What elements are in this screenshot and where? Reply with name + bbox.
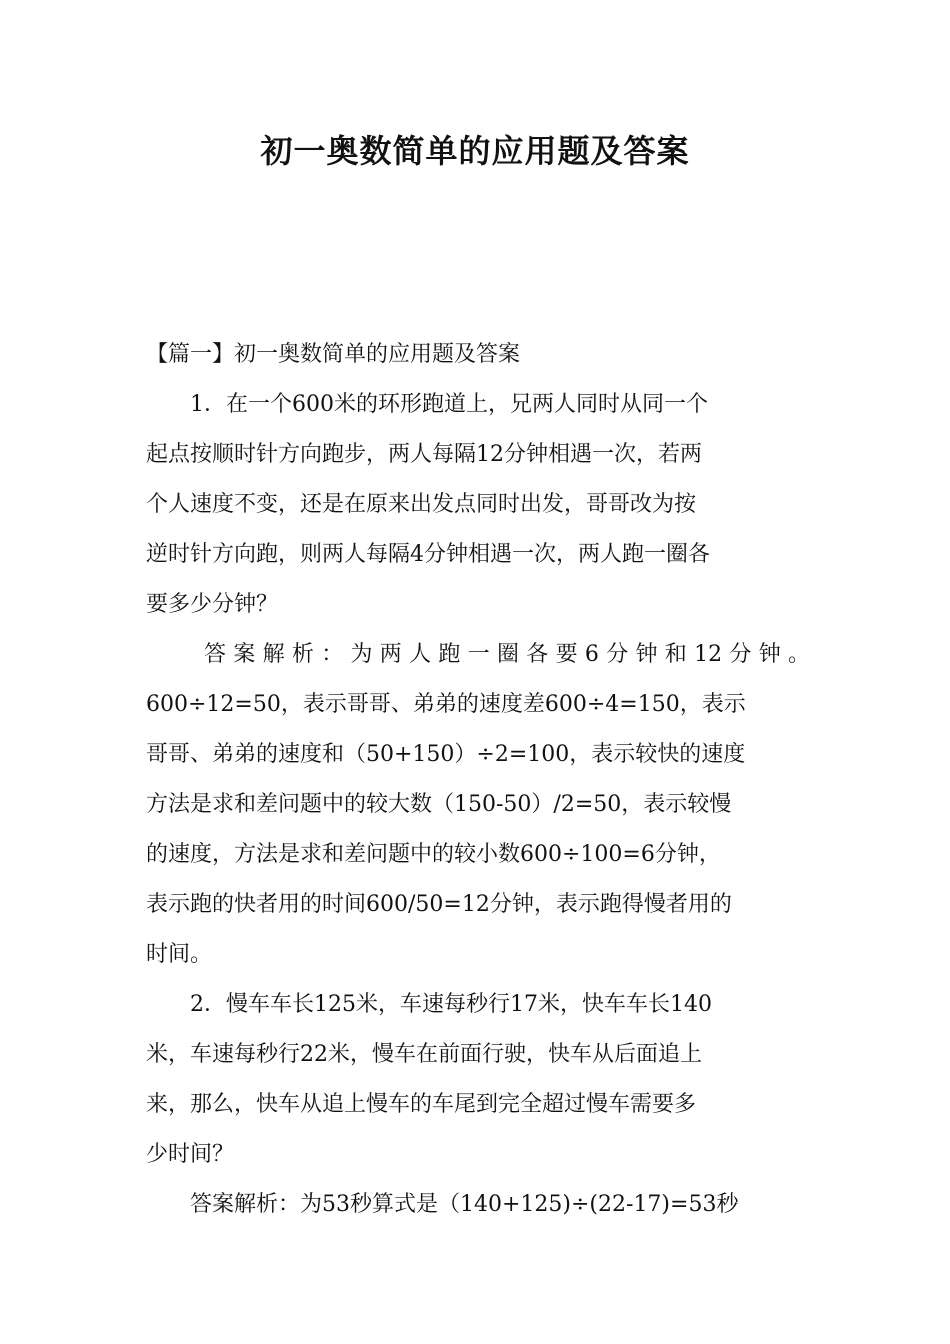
question-1-line: 逆时针方向跑，则两人每隔4分钟相遇一次，两人跑一圈各: [146, 542, 710, 567]
question-2-line: 2．慢车车长125米，车速每秒行17米，快车车长140: [190, 992, 712, 1017]
question-2-line: 来，那么，快车从追上慢车的车尾到完全超过慢车需要多: [146, 1092, 697, 1117]
question-1-line: 起点按顺时针方向跑步，两人每隔12分钟相遇一次，若两: [146, 442, 702, 467]
question-2-line: 米，车速每秒行22米，慢车在前面行驶，快车从后面追上: [146, 1042, 702, 1067]
document-title: 初一奥数简单的应用题及答案: [260, 132, 690, 170]
question-1-line: 1．在一个600米的环形跑道上，兄两人同时从同一个: [190, 392, 708, 417]
answer-1-line: 答案解析：为两人跑一圈各要6分钟和12分钟。: [204, 642, 810, 667]
answer-1-line: 哥哥、弟弟的速度和（50+150）÷2=100，表示较快的速度: [146, 742, 746, 767]
question-1-line: 要多少分钟？: [146, 592, 279, 617]
answer-1-line: 的速度，方法是求和差问题中的较小数600÷100=6分钟，: [146, 842, 721, 867]
answer-1-line: 表示跑的快者用的时间600/50=12分钟，表示跑得慢者用的: [146, 892, 732, 917]
answer-2-line: 答案解析：为53秒算式是（140+125)÷(22-17)=53秒: [190, 1192, 739, 1217]
document-body: [146, 330, 810, 1230]
answer-1-line: 方法是求和差问题中的较大数（150-50）/2=50，表示较慢: [146, 792, 732, 817]
answer-1-line: 600÷12=50，表示哥哥、弟弟的速度差600÷4=150，表示: [146, 692, 746, 717]
question-2-line: 少时间？: [146, 1142, 235, 1167]
answer-1-line: 时间。: [146, 942, 213, 967]
section-heading: 【篇一】初一奥数简单的应用题及答案: [146, 342, 521, 367]
question-1-line: 个人速度不变，还是在原来出发点同时出发，哥哥改为按: [146, 492, 697, 517]
